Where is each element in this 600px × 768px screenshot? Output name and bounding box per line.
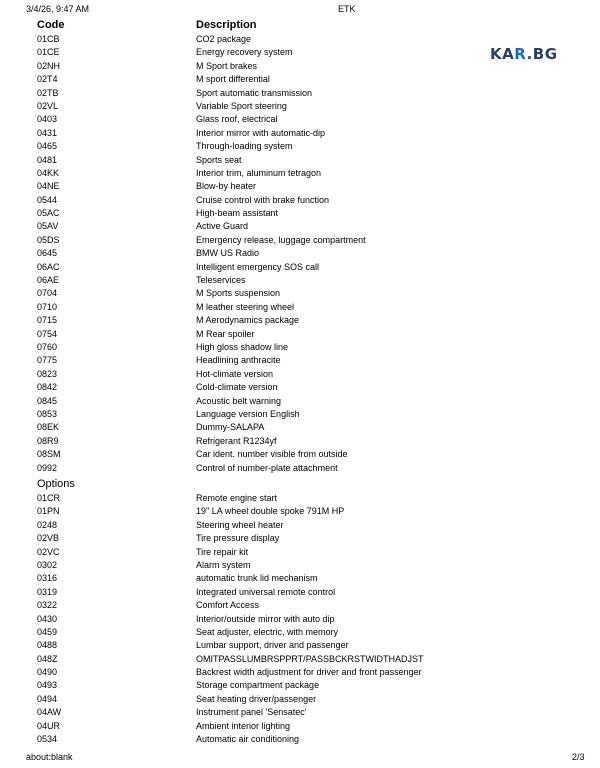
- option-description: automatic trunk lid mechanism: [196, 573, 318, 584]
- option-code: 0322: [37, 600, 58, 611]
- option-description: Through-loading system: [196, 141, 293, 152]
- table-row: [0, 586, 600, 599]
- table-row: [0, 194, 600, 207]
- table-row: [0, 154, 600, 167]
- table-row: [0, 167, 600, 180]
- table-row: [0, 435, 600, 448]
- option-code: 0302: [37, 559, 58, 570]
- table-row: [0, 341, 600, 354]
- option-description: Interior/outside mirror with auto dip: [196, 613, 335, 624]
- option-description: Lumbar support, driver and passenger: [196, 640, 349, 651]
- options-section-title: Options: [37, 478, 75, 490]
- option-description: 19" LA wheel double spoke 791M HP: [196, 506, 345, 517]
- option-code: 0465: [37, 141, 58, 152]
- footer-url: about:blank: [26, 752, 73, 762]
- option-code: 0754: [37, 328, 58, 339]
- option-description: M leather steering wheel: [196, 301, 295, 312]
- option-description: Tire pressure display: [196, 533, 280, 544]
- option-code: 01CE: [37, 47, 60, 58]
- option-code: 0823: [37, 368, 58, 379]
- table-row: [0, 261, 600, 274]
- option-code: 02VC: [37, 546, 60, 557]
- option-code: 06AC: [37, 261, 60, 272]
- table-row: [0, 220, 600, 233]
- watermark-part2: R: [514, 45, 527, 63]
- option-code: 0760: [37, 341, 58, 352]
- print-date: 3/4/26, 9:47 AM: [26, 4, 90, 14]
- option-description: Sport automatic transmission: [196, 87, 313, 98]
- option-code: 04UR: [37, 720, 61, 731]
- option-code: 0431: [37, 127, 58, 138]
- option-description: Sports seat: [196, 154, 242, 165]
- option-code: 0248: [37, 519, 58, 530]
- table-row: [0, 381, 600, 394]
- option-code: 06AE: [37, 275, 60, 286]
- option-description: Remote engine start: [196, 493, 278, 503]
- table-row: [0, 532, 600, 545]
- option-description: Refrigerant R1234yf: [196, 435, 277, 446]
- option-description: Active Guard: [196, 221, 249, 232]
- option-code: 0319: [37, 586, 58, 597]
- table-row: [0, 354, 600, 367]
- option-description: High gloss shadow line: [196, 341, 289, 352]
- table-row: [0, 87, 600, 100]
- option-description: Headlining anthracite: [196, 355, 281, 366]
- option-description: Teleservices: [196, 275, 246, 286]
- option-description: M Aerodynamics package: [196, 315, 300, 326]
- table-row: [0, 301, 600, 314]
- table-row: [0, 73, 600, 86]
- table-row: [0, 100, 600, 113]
- option-description: Control of number-plate attachment: [196, 462, 338, 473]
- table-row: [0, 559, 600, 572]
- option-code: 0842: [37, 382, 58, 393]
- table-row: [0, 421, 600, 434]
- option-description: OMITPASSLUMBRSPPRT/PASSBCKRSTWIDTHADJST: [196, 653, 424, 664]
- option-description: CO2 package: [196, 34, 252, 44]
- option-code: 05AV: [37, 221, 59, 232]
- table-row: [0, 462, 600, 475]
- table-row: [0, 33, 600, 46]
- option-code: 0544: [37, 194, 58, 205]
- option-code: 04AW: [37, 707, 62, 718]
- option-code: 0710: [37, 301, 58, 312]
- option-code: 0992: [37, 462, 58, 473]
- description-column-header: Description: [196, 19, 257, 31]
- option-code: 0430: [37, 613, 58, 624]
- table-row: [0, 60, 600, 73]
- option-description: M Sports suspension: [196, 288, 281, 299]
- table-row: [0, 234, 600, 247]
- table-row: [0, 395, 600, 408]
- option-description: Cruise control with brake function: [196, 194, 330, 205]
- table-row: [0, 653, 600, 666]
- table-row: [0, 368, 600, 381]
- table-row: [0, 679, 600, 692]
- table-row: [0, 247, 600, 260]
- table-row: [0, 328, 600, 341]
- option-description: Alarm system: [196, 559, 251, 570]
- table-row: [0, 46, 600, 59]
- option-code: 02NH: [37, 60, 61, 71]
- code-column-header: Code: [37, 19, 65, 31]
- table-row: [0, 693, 600, 706]
- option-code: 0403: [37, 114, 58, 125]
- option-code: 05DS: [37, 234, 60, 245]
- option-description: Energy recovery system: [196, 47, 293, 58]
- table-row: [0, 113, 600, 126]
- option-code: 08R9: [37, 435, 59, 446]
- footer-page-number: 2/3: [572, 752, 585, 762]
- option-code: 0534: [37, 734, 58, 745]
- option-description: Cold-climate version: [196, 382, 278, 393]
- option-description: Emergency release, luggage compartment: [196, 234, 366, 245]
- table-row: [0, 666, 600, 679]
- option-description: Blow-by heater: [196, 181, 257, 192]
- standard-equipment-list: [0, 33, 600, 475]
- option-description: Glass roof, electrical: [196, 114, 278, 125]
- table-row: [0, 274, 600, 287]
- options-list: [0, 492, 600, 746]
- table-row: [0, 140, 600, 153]
- table-row: [0, 519, 600, 532]
- option-code: 0316: [37, 573, 58, 584]
- table-row: [0, 720, 600, 733]
- option-code: 0704: [37, 288, 58, 299]
- option-description: Intelligent emergency SOS call: [196, 261, 320, 272]
- option-code: 0481: [37, 154, 58, 165]
- option-description: M Sport brakes: [196, 60, 258, 71]
- option-description: Seat heating driver/passenger: [196, 693, 317, 704]
- watermark-part1: KA: [490, 45, 515, 63]
- option-description: Interior mirror with automatic-dip: [196, 127, 326, 138]
- option-description: Backrest width adjustment for driver and front passenger: [196, 667, 422, 678]
- option-description: M sport differential: [196, 74, 270, 85]
- option-code: 08SM: [37, 449, 61, 460]
- option-code: 0490: [37, 667, 58, 678]
- table-row: [0, 180, 600, 193]
- option-description: Instrument panel 'Sensatec': [196, 707, 307, 718]
- table-row: [0, 505, 600, 518]
- table-row: [0, 639, 600, 652]
- option-code: 02T4: [37, 74, 58, 85]
- table-row: [0, 314, 600, 327]
- option-code: 04KK: [37, 167, 60, 178]
- table-row: [0, 613, 600, 626]
- option-description: Tire repair kit: [196, 546, 249, 557]
- table-row: [0, 626, 600, 639]
- option-description: Dummy-SALAPA: [196, 422, 265, 433]
- table-row: [0, 287, 600, 300]
- table-row: [0, 706, 600, 719]
- option-code: 02TB: [37, 87, 59, 98]
- option-code: 0715: [37, 315, 58, 326]
- option-code: 01CB: [37, 34, 60, 44]
- option-code: 0853: [37, 408, 58, 419]
- table-row: [0, 599, 600, 612]
- option-code: 02VB: [37, 533, 60, 544]
- option-description: BMW US Radio: [196, 248, 260, 259]
- option-description: Integrated universal remote control: [196, 586, 336, 597]
- option-code: 0645: [37, 248, 58, 259]
- table-row: [0, 546, 600, 559]
- watermark-part3: .BG: [526, 45, 558, 63]
- option-description: Comfort Access: [196, 600, 260, 611]
- option-description: Seat adjuster, electric, with memory: [196, 626, 339, 637]
- option-code: 02VL: [37, 100, 59, 111]
- option-code: 0775: [37, 355, 58, 366]
- option-description: Ambient interior lighting: [196, 720, 291, 731]
- table-row: [0, 408, 600, 421]
- option-code: 04NE: [37, 181, 60, 192]
- option-description: Storage compartment package: [196, 680, 320, 691]
- option-code: 05AC: [37, 208, 60, 219]
- table-row: [0, 492, 600, 505]
- option-description: M Rear spoiler: [196, 328, 255, 339]
- table-row: [0, 733, 600, 746]
- table-row: [0, 207, 600, 220]
- option-description: Language version English: [196, 408, 300, 419]
- option-code: 01CR: [37, 493, 61, 503]
- option-description: Variable Sport steering: [196, 100, 287, 111]
- option-description: Hot-climate version: [196, 368, 274, 379]
- option-code: 0493: [37, 680, 58, 691]
- option-code: 0488: [37, 640, 58, 651]
- option-description: Car ident. number visible from outside: [196, 449, 348, 460]
- option-code: 0845: [37, 395, 58, 406]
- option-code: 01PN: [37, 506, 60, 517]
- option-description: High-beam assistant: [196, 208, 279, 219]
- table-row: [0, 448, 600, 461]
- option-description: Acoustic belt warning: [196, 395, 282, 406]
- option-code: 0459: [37, 626, 58, 637]
- table-row: [0, 127, 600, 140]
- option-code: 08EK: [37, 422, 60, 433]
- option-description: Steering wheel heater: [196, 519, 284, 530]
- option-code: 0494: [37, 693, 58, 704]
- option-description: Automatic air conditioning: [196, 734, 300, 745]
- page-header-title: ETK: [338, 4, 356, 14]
- table-row: [0, 572, 600, 585]
- option-code: 048Z: [37, 653, 58, 664]
- option-description: Interior trim, aluminum tetragon: [196, 167, 322, 178]
